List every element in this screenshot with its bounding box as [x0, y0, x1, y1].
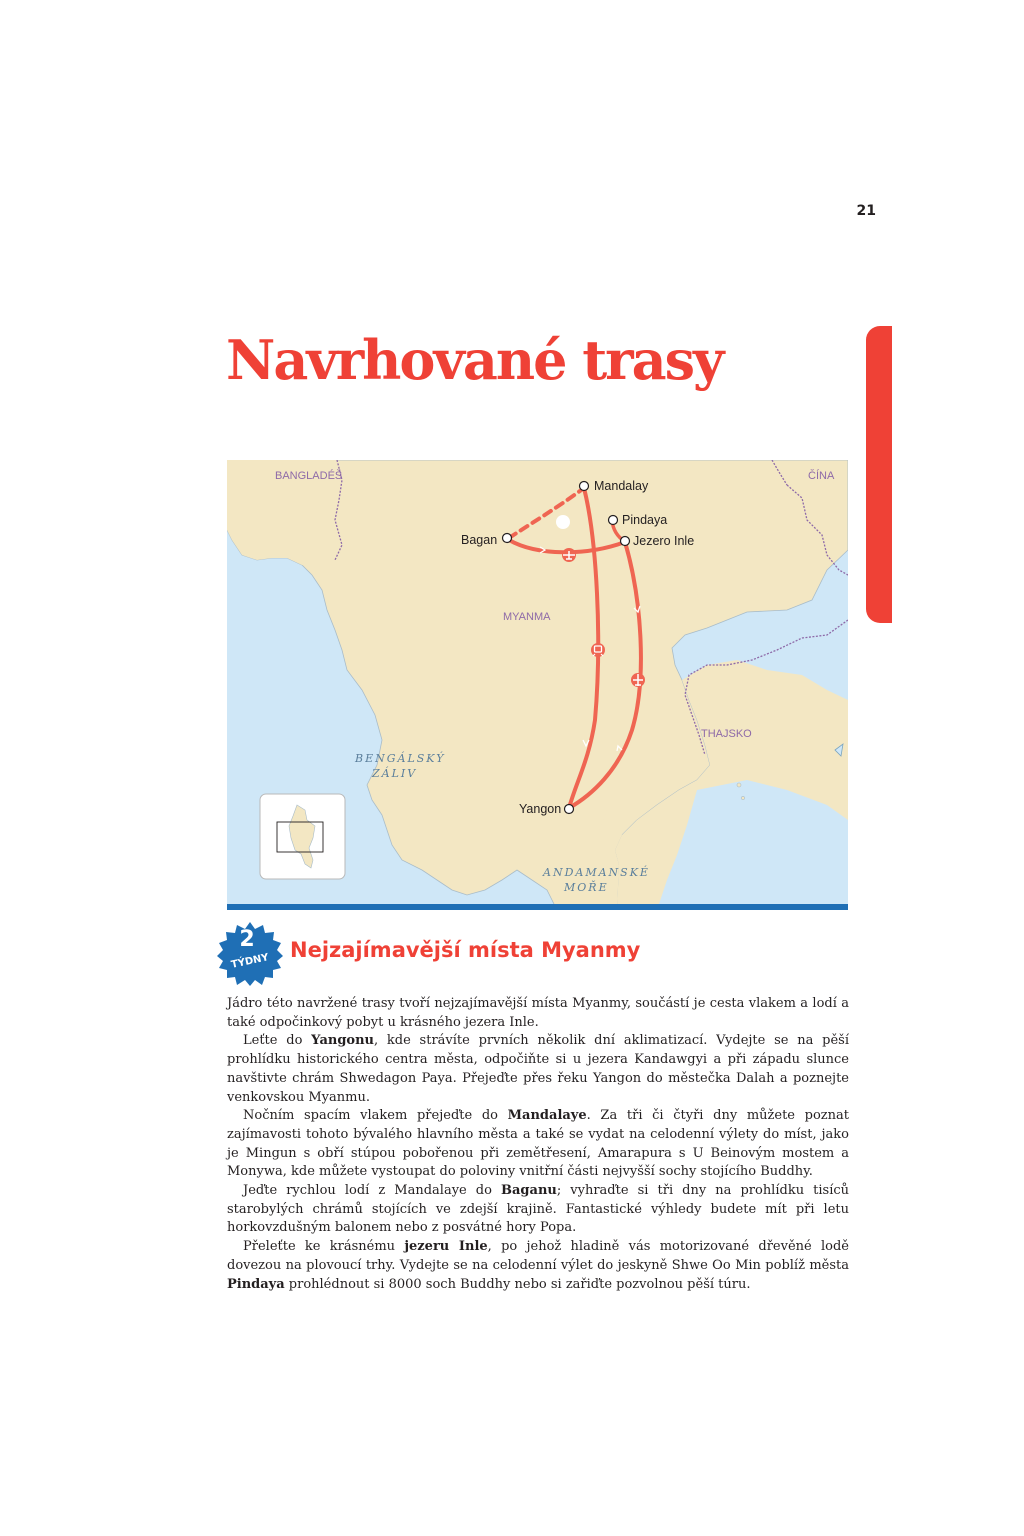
label-bay-of-bengal-2: ZÁLIV: [372, 767, 418, 780]
map-bottom-rule: [227, 904, 848, 910]
label-andaman-sea-2: MOŘE: [564, 881, 609, 894]
bold-place-name: jezeru Inle: [404, 1239, 488, 1255]
label-andaman-sea-1: ANDAMANSKÉ: [543, 866, 650, 879]
map-island: [737, 783, 741, 787]
body-paragraph: [227, 1107, 849, 1182]
label-inle: Jezero Inle: [633, 534, 695, 548]
body-paragraph: [227, 995, 849, 1032]
text-run: , po jehož hladině vás motorizované dřevěné lodě dovezou na plovoucí trhy. Vydejte se na celodenní výlet do jeskyně Shwe Oo Min poblíž města: [227, 1239, 849, 1273]
marker-yangon: [565, 805, 574, 814]
page-title: Navrhované trasy: [226, 328, 723, 392]
text-run: prohlédnout si 8000 soch Buddhy nebo si zařiďte pozvolnou pěší túru.: [284, 1276, 751, 1292]
marker-inle: [621, 537, 630, 546]
map-island: [741, 796, 744, 799]
label-bay-of-bengal-1: BENGÁLSKÝ: [355, 752, 446, 765]
label-myanmar: MYANMA: [503, 611, 551, 623]
label-china: ČÍNA: [808, 470, 835, 482]
text-run: Jádro této navržené trasy tvoří nejzajímavější místa Myanmy, součástí je cesta vlakem a lodí a také odpočinkový pobyt u krásného jezera Inle.: [227, 996, 849, 1030]
body-paragraph: [227, 1182, 849, 1238]
label-pindaya: Pindaya: [622, 513, 668, 527]
bold-place-name: Mandalaye: [507, 1108, 587, 1124]
route-map: [227, 460, 848, 910]
duration-badge: [215, 921, 285, 987]
label-mandalay: Mandalay: [594, 479, 649, 493]
marker-mandalay: [580, 482, 589, 491]
label-yangon: Yangon: [519, 802, 562, 816]
bold-place-name: Pindaya: [227, 1276, 285, 1292]
inset-locator-map: [260, 794, 345, 879]
text-run: , kde strávíte prvních několik dní aklimatizací. Vydejte se na pěší prohlídku historického centra města, odpočiňte si u jezera Kandawgyi a při západu slunce navštivte chrám Shwedagon Paya. Přejeďte přes řeku Yangon do městečka Dalah a poznejte venkovskou Myanmu.: [227, 1033, 849, 1105]
text-run: Nočním spacím vlakem přejeďte do: [243, 1108, 508, 1124]
badge-duration-unit: TÝDNY: [230, 952, 270, 971]
text-run: Jeďte rychlou lodí z Mandalaye do: [243, 1183, 502, 1199]
text-run: . Za tři či čtyři dny můžete poznat zajímavosti tohoto bývalého hlavního města a také se vydat na celodenní výlety do míst, jako je Mingun s obří stúpou pobořenou při zemětřesení, Amarapura s U Beinovým mostem a Monywa, kde můžete vystoupat do poloviny vnitřní části nejvyšší sochy stojícího Buddhy.: [227, 1108, 849, 1180]
chapter-side-tab: [866, 326, 892, 623]
marker-pindaya: [609, 516, 618, 525]
badge-duration-number: 2: [239, 927, 255, 952]
bold-place-name: Baganu: [501, 1183, 557, 1199]
text-run: Přeleťte ke krásnému: [243, 1239, 405, 1255]
label-bagan: Bagan: [461, 533, 498, 547]
text-run: ; vyhraďte si tři dny na prohlídku tisíců starobylých chrámů stojících ve zdejší krajině. Fantastické výhledy budete mít při letu horkovzdušným balonem nebo z posvátné hory Popa.: [227, 1183, 850, 1236]
label-bangladesh: BANGLADÉŠ: [275, 470, 343, 482]
route-waypoint: [556, 515, 570, 529]
itinerary-title: Nejzajímavější místa Myanmy: [290, 938, 641, 962]
train-icon: [591, 643, 605, 657]
plane-icon: [562, 548, 576, 562]
text-run: Leťte do: [243, 1033, 312, 1049]
body-paragraph: [227, 1238, 849, 1294]
marker-bagan: [503, 534, 512, 543]
plane-icon: [631, 673, 645, 687]
label-thailand: THAJSKO: [701, 728, 752, 740]
bold-place-name: Yangonu: [311, 1033, 374, 1049]
itinerary-body: [227, 995, 849, 1294]
route-map-svg: [227, 460, 848, 910]
body-paragraph: [227, 1032, 849, 1107]
page-number: 21: [856, 203, 876, 219]
